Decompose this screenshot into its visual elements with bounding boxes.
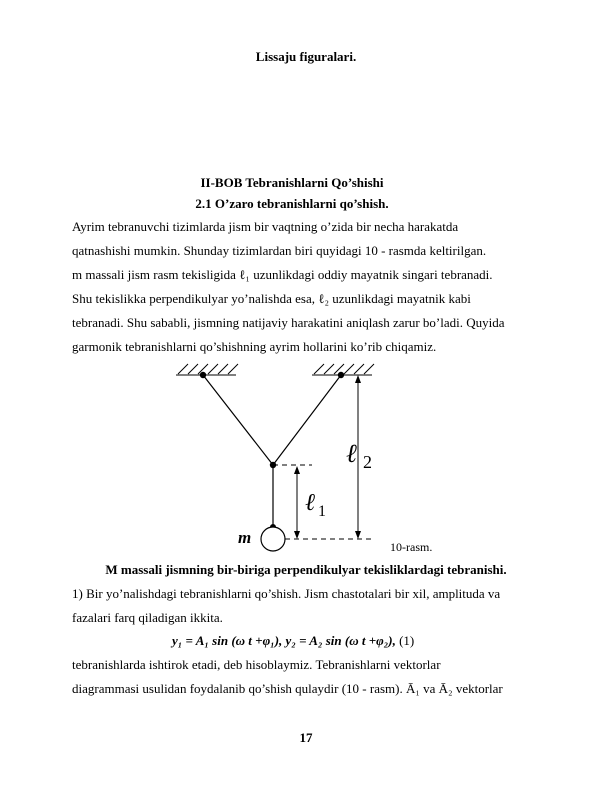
equation-expression: y₁ = A₁ sin (ω t +φ₁), y₂ = A₂ sin (ω t +φ₂), <box>172 633 396 648</box>
paragraph-line: tebranadi. Shu sababli, jismning natijaviy harakatini aniqlash zarur bo’ladi. Quyida <box>72 315 505 330</box>
paragraph-line: Ayrim tebranuvchi tizimlarda jism bir vaqtning o’zida bir necha harakatda <box>72 219 459 234</box>
page-title: Lissaju figuralari. <box>255 49 357 64</box>
paragraph-line: garmonik tebranishlarni qo’shishning ayrim hollarini ko’rib chiqamiz. <box>72 339 437 354</box>
page-number: 17 <box>299 730 313 745</box>
pendulum-bob <box>261 527 285 551</box>
figure-title: M massali jismning bir-biriga perpendikulyar tekisliklardagi tebranishi. <box>105 562 507 577</box>
label-mass: m <box>238 528 252 547</box>
section-heading: 2.1 O’zaro tebranishlarni qo’shish. <box>195 196 389 211</box>
arrow-head <box>355 375 361 383</box>
paragraph-line: tebranishlarda ishtirok etadi, deb hisoblaymiz. Tebranishlarni vektorlar <box>72 657 441 672</box>
arrow-head <box>294 531 300 539</box>
paragraph-line: Shu tekislikka perpendikulyar yo’nalishda esa, ℓ₂ uzunlikdagi mayatnik kabi <box>72 291 471 306</box>
label-l2-subscript: 2 <box>363 452 372 472</box>
figure-caption: 10-rasm. <box>390 540 433 554</box>
label-l1: ℓ <box>305 490 315 516</box>
right-pivot <box>338 372 344 378</box>
left-pivot <box>200 372 206 378</box>
arrow-head <box>355 531 361 539</box>
equation-number: (1) <box>399 633 415 648</box>
paragraph-line: m massali jism rasm tekisligida ℓ₁ uzunlikdagi oddiy mayatnik singari tebranadi. <box>72 267 493 282</box>
arrow-head <box>294 466 300 474</box>
label-l2: ℓ <box>346 439 357 468</box>
label-l1-subscript: 1 <box>318 503 326 520</box>
paragraph-line: diagrammasi usulidan foydalanib qo’shish qulaydir (10 - rasm). Ā₁ va Ā₂ vektorlar <box>72 681 503 696</box>
equation <box>172 633 414 649</box>
chapter-heading: II-BOB Tebranishlarni Qo’shishi <box>200 175 384 190</box>
left-string <box>203 375 273 465</box>
paragraph-line: qatnashishi mumkin. Shunday tizimlardan biri quyidagi 10 - rasmda keltirilgan. <box>72 243 487 258</box>
paragraph-line: fazalari farq qiladigan ikkita. <box>72 610 223 625</box>
right-string <box>273 375 341 465</box>
paragraph-line: 1) Bir yo’nalishdagi tebranishlarni qo’shish. Jism chastotalari bir xil, amplituda va <box>72 586 501 601</box>
left-ceiling-hatch <box>176 364 238 375</box>
